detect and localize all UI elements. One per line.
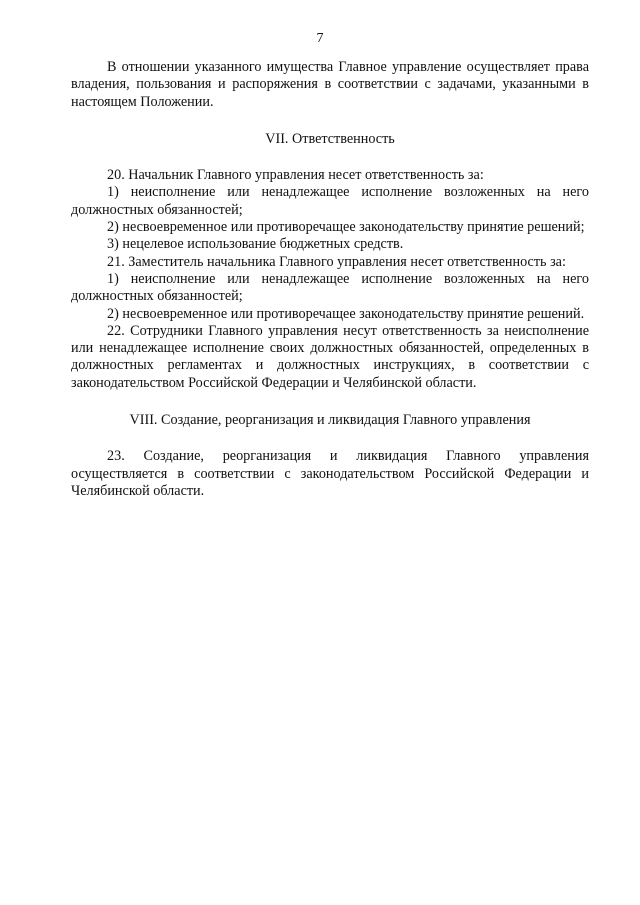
paragraph-20-item-1: 1) неисполнение или ненадлежащее исполнение возложенных на него должностных обязанностей;	[71, 184, 589, 218]
paragraph-21-item-2: 2) несвоевременное или противоречащее законодательству принятие решений.	[107, 305, 585, 322]
paragraph-20-item-3: 3) нецелевое использование бюджетных средств.	[107, 236, 404, 253]
page-number: 7	[316, 31, 324, 46]
paragraph-21-item-1: 1) неисполнение или ненадлежащее исполнение возложенных на него должностных обязанностей;	[71, 270, 589, 305]
paragraph-20-item-2: 2) несвоевременное или противоречащее законодательству принятие решений;	[107, 219, 585, 236]
paragraph-property-rights: В отношении указанного имущества Главное управление осуществляет права владения, пользования и распоряжения в соответствии с задачами, указанными в настоящем Положении.	[71, 59, 589, 110]
section-heading-responsibility: VII. Ответственность	[265, 130, 395, 147]
section-heading-creation-reorganization: VIII. Создание, реорганизация и ликвидация Главного управления	[129, 412, 531, 429]
document-body	[71, 59, 589, 500]
paragraph-23: 23. Создание, реорганизация и ликвидация Главного управления осуществляется в соответствии с законодательством Российской Федерации и Челябинской области.	[71, 448, 589, 499]
paragraph-20: 20. Начальник Главного управления несет ответственность за:	[107, 167, 484, 184]
paragraph-21: 21. Заместитель начальника Главного управления несет ответственность за:	[107, 253, 566, 270]
paragraph-22: 22. Сотрудники Главного управления несут ответственность за неисполнение или ненадлежащее исполнение своих должностных обязанностей, определенных в должностных регламентах и должностных инструкциях, в соответствии с законодательством Российской Федерации и Челябинской области.	[71, 322, 589, 391]
